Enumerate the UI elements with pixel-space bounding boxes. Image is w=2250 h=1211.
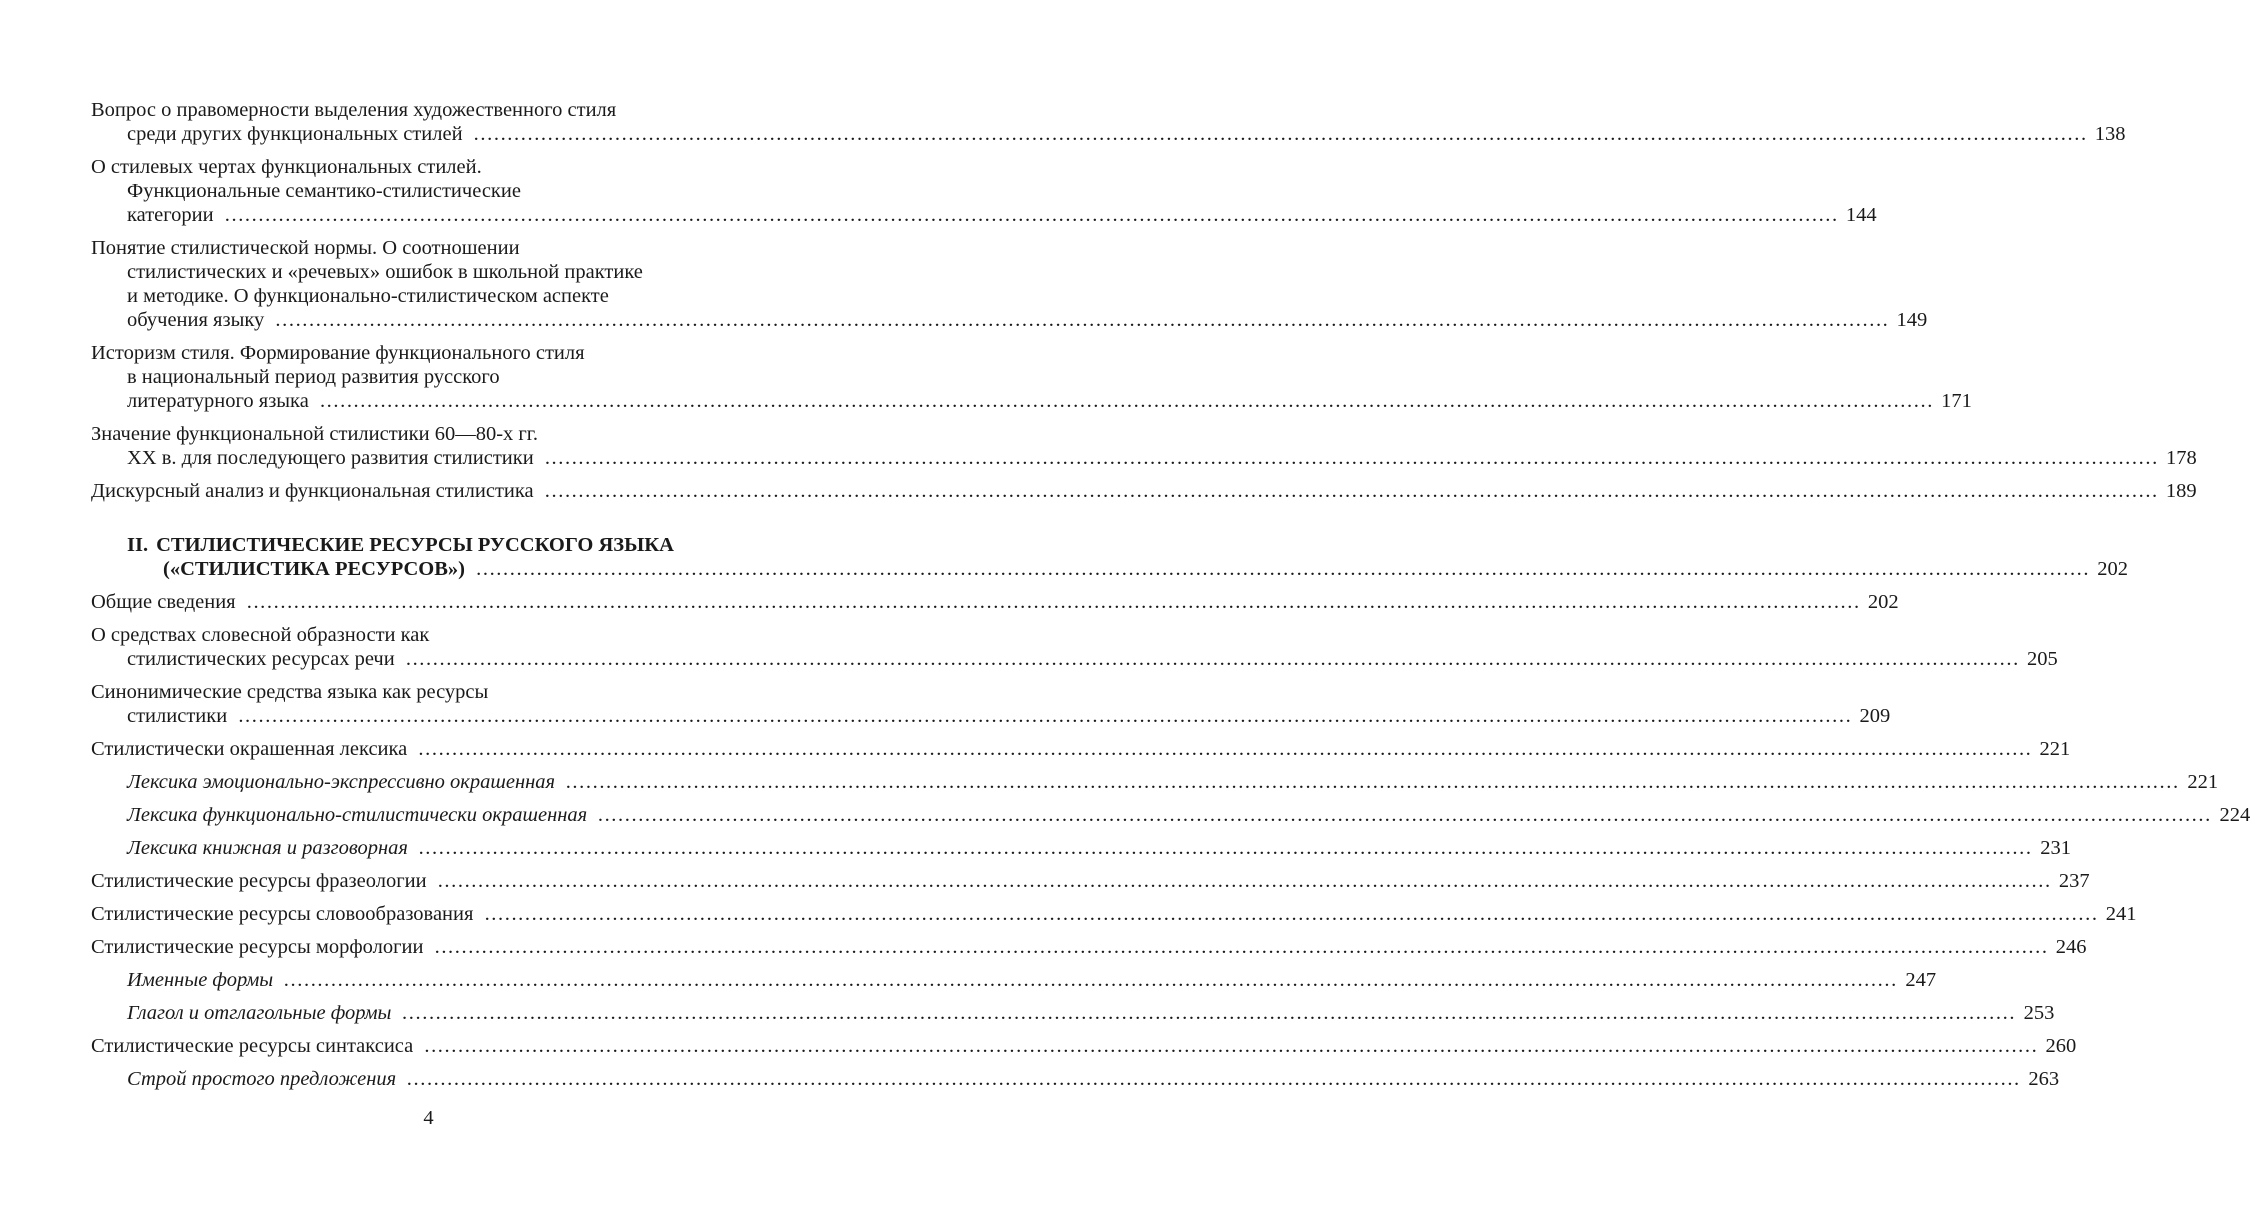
leader-dots [545, 480, 2159, 502]
toc-entry-title-line: Функциональные семантико-стилистические [127, 180, 521, 202]
toc-entry-title-line: стилистических ресурсах речи [127, 648, 395, 670]
toc-page-number: 202 [1867, 591, 1899, 613]
toc-entry-title-line: Общие сведения [91, 591, 236, 613]
leader-dots [476, 558, 2090, 580]
toc-entry [91, 155, 1877, 227]
toc-page-number: 263 [2028, 1068, 2060, 1090]
toc-entry-title-line: и методике. О функционально-стилистическом аспекте [127, 285, 609, 307]
toc-page-number: 231 [2040, 837, 2071, 859]
toc-entry [91, 422, 2197, 470]
toc-entry-title-line: в национальный период развития русского [127, 366, 500, 388]
toc-entry-title-line: среди других функциональных стилей [127, 123, 463, 145]
toc-page-number: 247 [1905, 969, 1937, 991]
toc-entry-title-line: Вопрос о правомерности выделения художественного стиля [91, 99, 617, 121]
toc-page-number: 241 [2105, 903, 2137, 925]
toc-entry-title-line: Синонимические средства языка как ресурсы [91, 681, 489, 703]
toc-page-number: 260 [2045, 1035, 2077, 1057]
toc-subentry [91, 1001, 2055, 1025]
toc-entry-title-line: Стилистические ресурсы фразеологии [91, 870, 427, 892]
toc-entry-title-line: Стилистически окрашенная лексика [91, 738, 408, 760]
toc-page-number: 189 [2165, 480, 2197, 502]
toc-entry-title-line: Глагол и отглагольные формы [127, 1002, 392, 1024]
toc-entry [91, 479, 2197, 503]
leader-dots [545, 447, 2159, 469]
leader-dots [238, 705, 1852, 727]
toc-entry-title-line: Стилистические ресурсы синтаксиса [91, 1035, 414, 1057]
leader-dots [320, 390, 1934, 412]
toc-section-heading [91, 533, 2128, 581]
toc-entry-title-line: стилистики [127, 705, 228, 727]
leader-dots [424, 1035, 2038, 1057]
toc-page-number: 237 [2058, 870, 2090, 892]
toc-subentry [91, 803, 2250, 827]
toc-entry-title-line: категории [127, 204, 214, 226]
toc-entry-title-line: Стилистические ресурсы словообразования [91, 903, 474, 925]
toc-page-number: 209 [1859, 705, 1891, 727]
leader-dots [435, 936, 2049, 958]
toc-entry-title-line: Значение функциональной стилистики 60—80-х гг. [91, 423, 539, 445]
leader-dots [438, 870, 2052, 892]
toc-entry [91, 623, 2058, 671]
toc-entry [91, 869, 2090, 893]
toc-entry-title-line: Историзм стиля. Формирование функционального стиля [91, 342, 585, 364]
toc-entry [91, 902, 2137, 926]
leader-dots [247, 591, 1861, 613]
toc-page-number: 144 [1845, 204, 1877, 226]
toc-page-number: 202 [2097, 558, 2128, 580]
toc-entry-title-line: Стилистические ресурсы морфологии [91, 936, 424, 958]
toc-page-number: 171 [1941, 390, 1972, 412]
toc-entry-title-line: Именные формы [127, 969, 274, 991]
toc-entry-title-line: Понятие стилистической нормы. О соотношении [91, 237, 520, 259]
toc-entry-title-line: Дискурсный анализ и функциональная стилистика [91, 480, 534, 502]
toc-subentry [91, 1067, 2060, 1091]
toc-entry [91, 1034, 2077, 1058]
toc-entry-title-line: Лексика функционально-стилистически окрашенная [127, 804, 588, 826]
toc-entry-title-line: Лексика книжная и разговорная [127, 837, 408, 859]
table-of-contents [91, 98, 2250, 1100]
toc-page-number: 149 [1896, 309, 1928, 331]
leader-dots [406, 648, 2020, 670]
leader-dots [403, 1002, 2017, 1024]
toc-entry-title-line: стилистических и «речевых» ошибок в школьной практике [127, 261, 643, 283]
section-number: II. [127, 534, 149, 556]
leader-dots [474, 123, 2088, 145]
leader-dots [418, 738, 2032, 760]
toc-entry [91, 98, 2126, 146]
toc-entry-title-line: литературного языка [127, 390, 309, 412]
toc-page-number: 205 [2026, 648, 2058, 670]
toc-entry [91, 680, 1891, 728]
toc-entry-title-line: Строй простого предложения [127, 1068, 397, 1090]
toc-page-number: 138 [2094, 123, 2126, 145]
toc-entry-title-line: Лексика эмоционально-экспрессивно окрашенная [127, 771, 556, 793]
leader-dots [284, 969, 1898, 991]
toc-page-number: 246 [2055, 936, 2087, 958]
leader-dots [598, 804, 2212, 826]
leader-dots [419, 837, 2033, 859]
page-number: 4 [423, 1107, 434, 1129]
section-title-line: («СТИЛИСТИКА РЕСУРСОВ») [163, 558, 465, 580]
toc-entry-title-line: О стилевых чертах функциональных стилей. [91, 156, 482, 178]
toc-entry-title-line: О средствах словесной образности как [91, 624, 430, 646]
toc-entry [91, 341, 1972, 413]
toc-entry [91, 737, 2071, 761]
toc-page-number: 178 [2165, 447, 2197, 469]
toc-entry-title-line: обучения языку [127, 309, 265, 331]
leader-dots [566, 771, 2180, 793]
toc-entry [91, 236, 1928, 332]
toc-page-number: 253 [2023, 1002, 2055, 1024]
toc-entry [91, 935, 2087, 959]
toc-entry-title-line: XX в. для последующего развития стилистики [127, 447, 534, 469]
toc-page-number: 224 [2219, 804, 2250, 826]
toc-subentry [91, 968, 1937, 992]
leader-dots [225, 204, 1839, 226]
toc-subentry [91, 836, 2071, 860]
toc-page-number: 221 [2187, 771, 2219, 793]
leader-dots [275, 309, 1889, 331]
toc-page-number: 221 [2039, 738, 2071, 760]
section-title-line: СТИЛИСТИЧЕСКИЕ РЕСУРСЫ РУССКОГО ЯЗЫКА [156, 534, 674, 556]
toc-subentry [91, 770, 2219, 794]
toc-entry [91, 590, 1899, 614]
leader-dots [485, 903, 2099, 925]
leader-dots [407, 1068, 2021, 1090]
